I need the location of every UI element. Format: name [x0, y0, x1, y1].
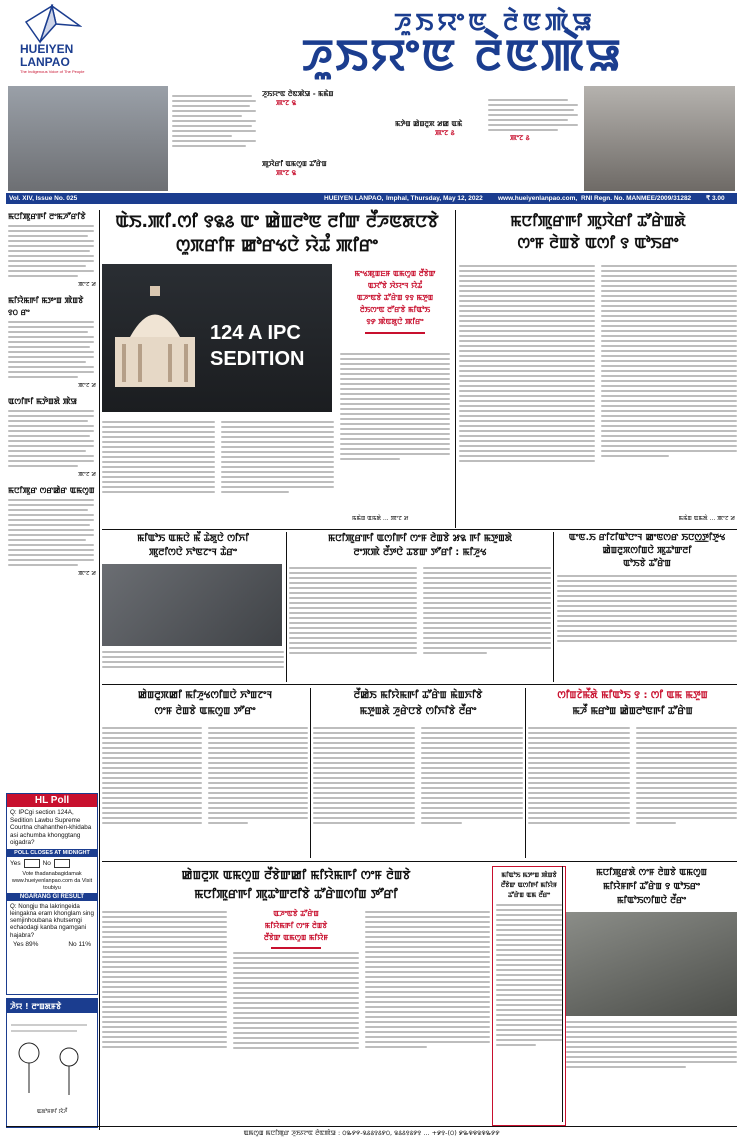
mid-3-headline-3[interactable]: ꯑꯣꯏꯕꯥ ꯊꯧꯔꯥꯡ: [623, 559, 671, 569]
mid-story-1: [102, 532, 284, 682]
cartoon-title: ꯍꯥꯌ ! ꯂꯦꯡꯗꯝꯕꯥ: [7, 999, 97, 1013]
volume-issue: Vol. XIV, Issue No. 025: [9, 195, 78, 202]
poll-closes: POLL CLOSES AT MIDNIGHT: [7, 849, 97, 857]
masthead-big-title: ꯍꯨꯏꯌꯦꯟ ꯂꯥꯟꯄꯥꯎ: [301, 30, 624, 81]
teaser-photo-right: [584, 86, 735, 191]
pullquote-4: ꯂꯥꯏꯁꯦꯟ ꯂꯧꯔꯕꯥ ꯃꯤꯑꯣꯏ: [359, 305, 431, 314]
poll-no-checkbox[interactable]: [54, 859, 70, 868]
top-right-headline-1[interactable]: ꯃꯅꯤꯄꯨꯔꯒꯤ ꯄꯨꯋꯥꯔꯤ ꯊꯧꯔꯥꯡꯗꯥ: [510, 212, 686, 230]
bottom-pullquote-3: ꯂꯩꯕꯥꯛ ꯑꯃꯁꯨꯡ ꯃꯤꯌꯥꯝ: [263, 933, 329, 942]
poll-result-no: No 11%: [68, 940, 91, 948]
teaser-4[interactable]: [488, 96, 580, 143]
left-item-3-cont: ꯄꯦꯖ ꯷: [78, 471, 96, 478]
left-item-2-head[interactable]: ꯃꯤꯌꯥꯃꯒꯤ ꯃꯇꯦꯡ ꯄꯥꯡꯕꯥ ꯱꯰ ꯔꯦ: [8, 296, 84, 317]
teaser-3[interactable]: [262, 160, 482, 178]
logo-tagline: The Indigenous Voice of The People: [20, 69, 85, 74]
bottom-left-headline-1[interactable]: ꯀꯥꯡꯂꯨꯞ ꯑꯃꯁꯨꯡ ꯂꯩꯕꯥꯛꯀꯤ ꯃꯤꯌꯥꯃꯒꯤ ꯁꯦꯝ ꯂꯥꯡꯕꯥ: [181, 868, 411, 882]
mid-story-2: [289, 532, 551, 682]
lead-headline-1[interactable]: ꯑꯥꯏ.ꯄꯤ.ꯁꯤ ꯱꯲꯴ ꯑꯦ ꯀꯥꯡꯂꯣꯟ ꯂꯤꯛ ꯂꯩꯍꯟꯗꯅꯕꯥ: [115, 212, 439, 232]
left-item-1-cont: ꯄꯦꯖ ꯷: [78, 281, 96, 288]
mid-1-photo: [102, 564, 282, 646]
logo-line2: LANPAO: [20, 55, 70, 69]
bottom-left-headline-2[interactable]: ꯃꯅꯤꯄꯨꯔꯒꯤ ꯄꯨꯊꯣꯛꯂꯤꯕꯥ ꯊꯧꯔꯥꯡꯁꯤꯡ ꯇꯧꯔꯤ: [194, 887, 398, 901]
poll-result-title: NGARANG GI RESULT: [7, 893, 97, 901]
top-right-headline-2[interactable]: ꯁꯦꯝ ꯂꯥꯡꯕꯥ ꯑꯁꯤ ꯱ ꯑꯣꯏꯔꯦ: [517, 234, 679, 252]
hl-poll-question: Q: IPCgi section 124A, Sedition Lawbu Supreme Courtna chahanthen-khidaba asi achumba khonggtang oigadra?: [10, 809, 92, 846]
mid-1-headline-1[interactable]: ꯃꯤꯑꯣꯏ ꯑꯃꯅꯥ ꯃꯩ ꯊꯥꯗꯨꯅꯥ ꯁꯤꯈꯤ: [137, 533, 249, 544]
lead-continued[interactable]: ꯃꯃꯥꯡ ꯑꯃꯗꯥ ... ꯄꯦꯖ ꯷: [352, 515, 409, 522]
lead-headline-2[interactable]: ꯁꯨꯞꯔꯤꯝ ꯀꯣꯔꯠꯅꯥ ꯌꯥꯊꯪ ꯄꯤꯔꯦ: [176, 236, 378, 256]
mid-2-headline-1[interactable]: ꯃꯅꯤꯄꯨꯔꯒꯤ ꯑꯁꯤꯒꯤ ꯁꯦꯝ ꯂꯥꯡꯕꯥ ꯷꯲ ꯒꯤ ꯃꯇꯨꯡꯗꯥ: [327, 533, 513, 544]
dateline-paper: HUEIYEN LANPAO,: [324, 195, 384, 202]
mid-3-headline-1[interactable]: ꯑꯦꯟ.ꯏ ꯔꯤꯖꯤꯑꯣꯅꯦꯜ ꯀꯦꯟꯁꯔ ꯏꯅꯁ꯭ꯇꯤꯇꯨꯠ: [568, 533, 726, 543]
dateline-website[interactable]: www.hueiyenlanpao.com,: [498, 195, 578, 202]
supreme-court-icon: [110, 282, 200, 392]
teaser-left-text: [172, 92, 256, 150]
masthead-small-title: ꯍꯨꯏꯌꯦꯟ ꯂꯥꯟꯄꯥꯎ: [394, 8, 596, 36]
logo-line1: HUEIYEN: [20, 42, 74, 56]
boxed-headline-1[interactable]: ꯃꯤꯑꯣꯏ ꯃꯇꯦꯡ ꯄꯥꯡꯕꯥ: [501, 871, 557, 879]
poll-yes-label: Yes: [10, 859, 21, 867]
image-overlay-line2: SEDITION: [210, 348, 305, 370]
rni-number: RNI Regn. No. MANMEE/2009/31282: [581, 195, 692, 202]
left-item-4-cont: ꯄꯦꯖ ꯷: [78, 570, 96, 577]
lead-image: [102, 264, 332, 412]
teaser-4-page: ꯄꯦꯖ ꯴: [510, 134, 530, 142]
lead-body-right: [340, 350, 450, 463]
row3-story-3: [528, 688, 737, 858]
row3-2-headline-1[interactable]: ꯂꯩꯀꯥꯏ ꯃꯤꯌꯥꯃꯒꯤ ꯊꯧꯔꯥꯡ ꯃꯥꯡꯈꯤꯕꯥ: [353, 690, 483, 701]
left-item-1-head[interactable]: ꯃꯅꯤꯄꯨꯔꯒꯤ ꯂꯦꯃꯍꯧꯔꯤꯕꯥ: [8, 212, 86, 221]
boxed-headline-3[interactable]: ꯊꯧꯔꯥꯡ ꯑꯃ ꯂꯩꯔꯦ: [507, 891, 551, 899]
pullquote-1: ꯃꯦꯠꯄꯨꯡꯐꯝ ꯑꯃꯁꯨꯡ ꯂꯩꯕꯥꯛ: [354, 269, 436, 278]
mid-3-headline-2[interactable]: ꯀꯥꯡꯂꯨꯞꯁꯤꯡꯅꯥ ꯄꯨꯊꯣꯛꯂꯤ: [602, 546, 692, 556]
lead-body-bottom: [102, 418, 334, 496]
row3-1-headline-2[interactable]: ꯁꯦꯝ ꯂꯥꯡꯕꯥ ꯑꯃꯁꯨꯡ ꯇꯧꯔꯦ: [154, 706, 256, 717]
hl-poll-title: HL Poll: [7, 794, 97, 807]
teaser-3-page: ꯄꯦꯖ ꯲: [276, 169, 297, 177]
cartoon-caption: ꯑꯗꯣꯝꯒꯤ ꯋꯥꯍꯩ: [36, 1109, 68, 1115]
dateline-bar: [6, 193, 737, 204]
left-column: [8, 210, 96, 790]
teaser-3-text: ꯄꯨꯋꯥꯔꯤ ꯑꯃꯁꯨꯡ ꯊꯧꯔꯥꯡ: [262, 160, 327, 168]
price: ₹ 3.00: [706, 195, 725, 202]
bottom-right-headline-3[interactable]: ꯃꯤꯑꯣꯏꯁꯤꯡꯅꯥ ꯂꯩꯔꯦ: [616, 896, 687, 906]
top-right-continued[interactable]: ꯃꯃꯥꯡ ꯑꯃꯗꯥ ... ꯄꯦꯖ ꯷: [678, 515, 735, 522]
teaser-1-page: ꯄꯦꯖ ꯲: [276, 99, 297, 107]
bottom-pullquote-1: ꯑꯍꯦꯟꯕꯥ ꯊꯧꯔꯥꯡ: [273, 909, 319, 918]
row3-3-headline-1[interactable]: ꯁꯤꯡꯖꯥꯃꯩꯗꯥ ꯃꯤꯑꯣꯏ ꯱ : ꯁꯤ ꯑꯃ ꯃꯇꯨꯡ: [557, 690, 708, 701]
logo[interactable]: [8, 4, 92, 78]
left-item-3-head[interactable]: ꯑꯁꯤꯒꯤ ꯃꯇꯥꯡꯗꯥ ꯄꯥꯎ: [8, 397, 77, 406]
pullquote-5: ꯱꯸ ꯄꯥꯟꯗꯨꯅꯥ ꯄꯤꯔꯦ: [366, 317, 424, 326]
boxed-headline-2[interactable]: ꯂꯩꯕꯥꯛ ꯑꯁꯤꯒꯤ ꯃꯤꯌꯥꯝ: [500, 881, 558, 889]
row3-story-1: [102, 688, 308, 858]
bottom-right-photo: [566, 912, 737, 1016]
poll-vote-note: Vote thadanabagidamak www.hueiyenlanpao.com da Visit toubiyu: [11, 870, 93, 891]
masthead: [0, 0, 743, 85]
poll-yes-checkbox[interactable]: [24, 859, 40, 868]
row3-1-headline-1[interactable]: ꯀꯥꯡꯂꯨꯞꯀꯤ ꯃꯤꯍꯨꯠꯁꯤꯡꯅꯥ ꯈꯣꯡꯖꯦꯜ: [137, 690, 273, 701]
left-item-2-cont: ꯄꯦꯖ ꯷: [78, 382, 96, 389]
teaser-1-text: ꯍꯨꯏꯌꯦꯟ ꯂꯥꯟꯄꯥꯎ - ꯃꯃꯥꯡ: [262, 90, 334, 98]
pullquote-2: ꯑꯆꯧꯕꯥ ꯋꯥꯌꯦꯜ ꯌꯥꯊꯪ: [367, 281, 423, 290]
crane-logo-icon: [22, 4, 82, 46]
poll-result-question: Q: Nongju tha lakringeida leingakna eram khonglam sing semjinhoubana khutsemgi echaodagi kanba ngamgani hajabra?: [10, 902, 94, 939]
image-overlay-line1: 124 A IPC: [210, 322, 301, 344]
mid-story-3: [557, 532, 737, 682]
bottom-right-headline-2[interactable]: ꯃꯤꯌꯥꯝꯒꯤ ꯊꯧꯔꯥꯡ ꯱ ꯑꯣꯏꯔꯦ: [603, 882, 700, 892]
footer-bar: ꯑꯃꯁꯨꯡ ꯃꯅꯤꯄꯨꯔ ꯍꯨꯏꯌꯦꯟ ꯂꯥꯟꯄꯥꯎ : ꯰꯳꯸꯵-꯲꯴꯴꯱꯴꯸꯰, ꯲꯴꯴꯱꯴꯸꯱ ... +꯹꯱-(꯰) ꯹꯳꯶꯶꯲꯶꯳꯸꯸: [6, 1126, 737, 1140]
poll-result-yes: Yes 89%: [13, 940, 39, 948]
bottom-left-story: [102, 866, 490, 1124]
bottom-right-story: [566, 866, 737, 1122]
teaser-photo-left: [8, 86, 168, 191]
hl-poll: [6, 793, 98, 995]
cartoon-box: [6, 998, 98, 1128]
bottom-right-headline-1[interactable]: ꯃꯅꯤꯄꯨꯔꯗꯥ ꯁꯦꯝ ꯂꯥꯡꯕꯥ ꯑꯃꯁꯨꯡ: [596, 868, 707, 878]
lead-pullquote: [340, 268, 450, 334]
row3-story-2: [313, 688, 523, 858]
bottom-pullquote-2: ꯃꯤꯌꯥꯃꯒꯤ ꯁꯦꯝ ꯂꯥꯡꯕꯥ: [264, 921, 328, 930]
row3-3-headline-2[interactable]: ꯃꯍꯩ ꯃꯔꯣꯡ ꯀꯥꯡꯂꯣꯟꯒꯤ ꯊꯧꯔꯥꯡ: [572, 706, 693, 717]
top-right-story: [459, 210, 737, 528]
left-item-4-head[interactable]: ꯃꯅꯤꯄꯨꯔ ꯁꯔꯀꯥꯔ ꯑꯃꯁꯨꯡ: [8, 486, 95, 495]
cartoon-drawing-icon: [7, 1013, 95, 1103]
teaser-2-page: ꯄꯦꯖ ꯴: [435, 129, 455, 137]
teaser-2[interactable]: [395, 120, 485, 138]
teaser-1[interactable]: [262, 90, 382, 108]
mid-2-headline-2[interactable]: ꯂꯦꯞꯄꯥ ꯂꯩꯇꯅꯥ ꯊꯕꯛ ꯇꯧꯔꯤ : ꯃꯤꯍꯨꯠ: [353, 547, 487, 558]
poll-no-label: No: [42, 859, 51, 867]
dateline-place-date: Imphal, Thursday, May 12, 2022: [386, 195, 483, 202]
mid-1-headline-2[interactable]: ꯄꯨꯂꯤꯁꯅꯥ ꯈꯣꯟꯖꯦꯜ ꯊꯥꯔꯦ: [148, 547, 238, 558]
boxed-story: [492, 866, 566, 1126]
row3-2-headline-2[interactable]: ꯃꯇꯨꯡꯗꯥ ꯍꯨꯔꯥꯅꯕꯥ ꯁꯤꯈꯤꯕꯥ ꯂꯩꯔꯦ: [359, 706, 477, 717]
lead-story: [102, 210, 452, 528]
pullquote-3: ꯑꯍꯦꯟꯕꯥ ꯊꯧꯔꯥꯡ ꯱꯱ ꯃꯇꯨꯡ: [356, 293, 434, 302]
teaser-2-text: ꯃꯇꯥꯡ ꯀꯥꯡꯂꯨꯞ ꯷ꯀ ꯑꯃꯥ: [395, 120, 463, 128]
